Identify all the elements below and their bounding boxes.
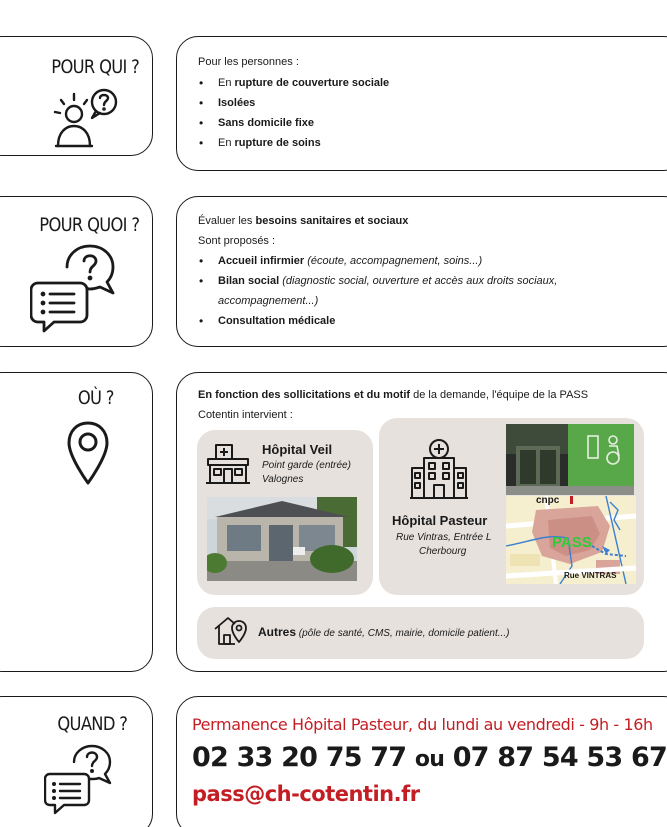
- map-pin-icon: [66, 420, 110, 486]
- hopital-veil-addr2: Valognes: [262, 474, 304, 485]
- list-item: • En rupture de soins: [198, 133, 389, 153]
- clinic-building-icon: [206, 443, 250, 485]
- ou-intro-line2: Cotentin intervient :: [198, 409, 293, 421]
- hopital-veil-addr1: Point garde (entrée): [262, 460, 351, 471]
- phone-1[interactable]: 02 33 20 75 77: [192, 742, 407, 773]
- hopital-pasteur-map: [506, 496, 636, 584]
- quand-title: QUAND ?: [57, 713, 127, 735]
- list-item: • Sans domicile fixe: [198, 113, 389, 133]
- hopital-pasteur-name: Hôpital Pasteur: [392, 513, 488, 528]
- home-location-icon: [213, 614, 247, 646]
- list-item: • Accueil infirmier (écoute, accompagnement, soins...): [198, 251, 557, 271]
- pour-qui-list: [198, 73, 389, 153]
- pour-quoi-intro: Évaluer les besoins sanitaires et sociaux: [198, 215, 409, 227]
- pour-quoi-list: [198, 251, 557, 331]
- phone-2[interactable]: 07 87 54 53 67: [452, 742, 667, 773]
- map-street-label: Rue VINTRAS: [564, 571, 617, 580]
- list-item: • En rupture de couverture sociale: [198, 73, 389, 93]
- ou-title: OÙ ?: [78, 387, 114, 409]
- hopital-pasteur-addr2: Cherbourg: [419, 546, 467, 557]
- pour-qui-intro: Pour les personnes :: [198, 56, 299, 68]
- hopital-veil-photo: [207, 497, 357, 581]
- chat-question-icon: [44, 744, 120, 816]
- pour-quoi-sub: Sont proposés :: [198, 235, 276, 247]
- ou-intro: En fonction des sollicitations et du motif de la demande, l'équipe de la PASS: [198, 389, 589, 401]
- list-item: • Isolées: [198, 93, 389, 113]
- ou-label-box: [0, 372, 153, 672]
- hopital-pasteur-addr1: Rue Vintras, Entrée L: [396, 532, 492, 543]
- phone-separator: ou: [414, 747, 445, 772]
- email-link[interactable]: pass@ch-cotentin.fr: [192, 782, 420, 806]
- hopital-veil-name: Hôpital Veil: [262, 442, 333, 457]
- list-item: • Consultation médicale: [198, 311, 557, 331]
- pour-qui-title: POUR QUI ?: [51, 56, 139, 78]
- hospital-building-icon: [410, 438, 468, 500]
- pour-quoi-title: POUR QUOI ?: [38, 214, 139, 236]
- list-item: • Bilan social (diagnostic social, ouverture et accès aux droits sociaux, accompagnement...): [198, 271, 557, 311]
- chat-question-icon: [30, 243, 122, 333]
- autres-text: Autres (pôle de santé, CMS, mairie, domicile patient...): [258, 625, 510, 639]
- person-question-icon: [50, 88, 122, 150]
- phone-numbers: [192, 742, 667, 773]
- hopital-pasteur-photo: [506, 424, 634, 495]
- permanence-text: Permanence Hôpital Pasteur, du lundi au vendredi - 9h - 16h: [192, 715, 653, 734]
- map-pass-label: PASS: [552, 534, 592, 551]
- map-logo-text: cnpc: [536, 496, 560, 506]
